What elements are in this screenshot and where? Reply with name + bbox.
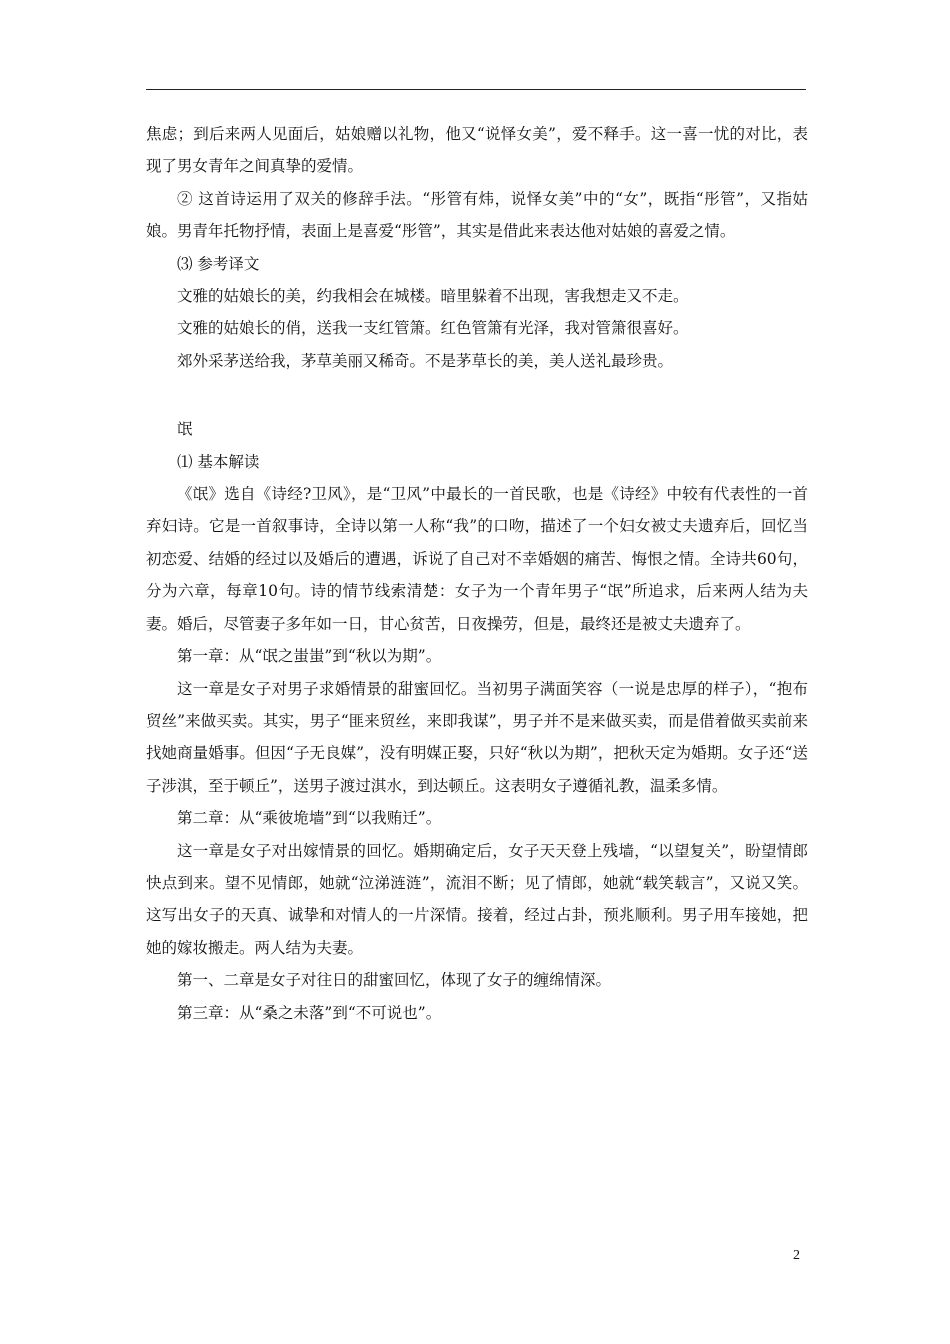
chapter-heading: 第二章：从“乘彼垝墙”到“以我贿迁”。 xyxy=(177,809,442,828)
header-rule xyxy=(146,89,806,90)
paragraph: 焦虑；到后来两人见面后，姑娘赠以礼物，他又“说怿女美”，爱不释手。这一喜一忧的对比，表现了男女青年之间真挚的爱情。 xyxy=(146,125,808,176)
paragraph: 第一、二章是女子对往日的甜蜜回忆，体现了女子的缠绵情深。 xyxy=(177,971,612,990)
page-number: 2 xyxy=(793,1248,800,1263)
chapter-heading: 第一章：从“氓之蚩蚩”到“秋以为期”。 xyxy=(177,647,442,666)
document-body xyxy=(146,118,808,1029)
chapter-heading: 第三章：从“桑之未落”到“不可说也”。 xyxy=(177,1003,442,1022)
section-heading: ⑶ 参考译文 xyxy=(177,254,260,273)
translation-line: 郊外采茅送给我，茅草美丽又稀奇。不是茅草长的美，美人送礼最珍贵。 xyxy=(177,351,674,370)
paragraph: 这一章是女子对男子求婚情景的甜蜜回忆。当初男子满面笑容（一说是忠厚的样子），“抱布贸丝”来做买卖。其实，男子“匪来贸丝，来即我谋”，男子并不是来做买卖，而是借着做买卖前来找她商量婚事。但因“子无良媒”，没有明媒正娶，只好“秋以为期”，把秋天定为婚期。女子还“送子涉淇，至于顿丘”，送男子渡过淇水，到达顿丘。这表明女子遵循礼教，温柔多情。 xyxy=(146,679,808,795)
paragraph: 《氓》选自《诗经?卫风》，是“卫风”中最长的一首民歌，也是《诗经》中较有代表性的一首弃妇诗。它是一首叙事诗，全诗以第一人称“我”的口吻，描述了一个妇女被丈夫遗弃后，回忆当初恋爱、结婚的经过以及婚后的遭遇，诉说了自己对不幸婚姻的痛苦、悔恨之情。全诗共60句，分为六章，每章10句。诗的情节线索清楚：女子为一个青年男子“氓”所追求，后来两人结为夫妻。婚后，尽管妻子多年如一日，甘心贫苦，日夜操劳，但是，最终还是被丈夫遗弃了。 xyxy=(146,485,808,633)
poem-title: 氓 xyxy=(177,420,193,439)
paragraph: 这一章是女子对出嫁情景的回忆。婚期确定后，女子天天登上残墙，“以望复关”，盼望情郎快点到来。望不见情郎，她就“泣涕涟涟”，流泪不断；见了情郎，她就“载笑载言”，又说又笑。这写出女子的天真、诚挚和对情人的一片深情。接着，经过占卦，预兆顺利。男子用车接她，把她的嫁妆搬走。两人结为夫妻。 xyxy=(146,841,808,957)
translation-line: 文雅的姑娘长的俏，送我一支红管箫。红色管箫有光泽，我对管箫很喜好。 xyxy=(177,319,689,338)
section-gap xyxy=(146,377,808,413)
translation-line: 文雅的姑娘长的美，约我相会在城楼。暗里躲着不出现，害我想走又不走。 xyxy=(177,287,689,306)
paragraph: ② 这首诗运用了双关的修辞手法。“彤管有炜，说怿女美”中的“女”，既指“彤管”，又指姑娘。男青年托物抒情，表面上是喜爱“彤管”，其实是借此来表达他对姑娘的喜爱之情。 xyxy=(146,189,808,241)
section-heading: ⑴ 基本解读 xyxy=(177,452,260,471)
